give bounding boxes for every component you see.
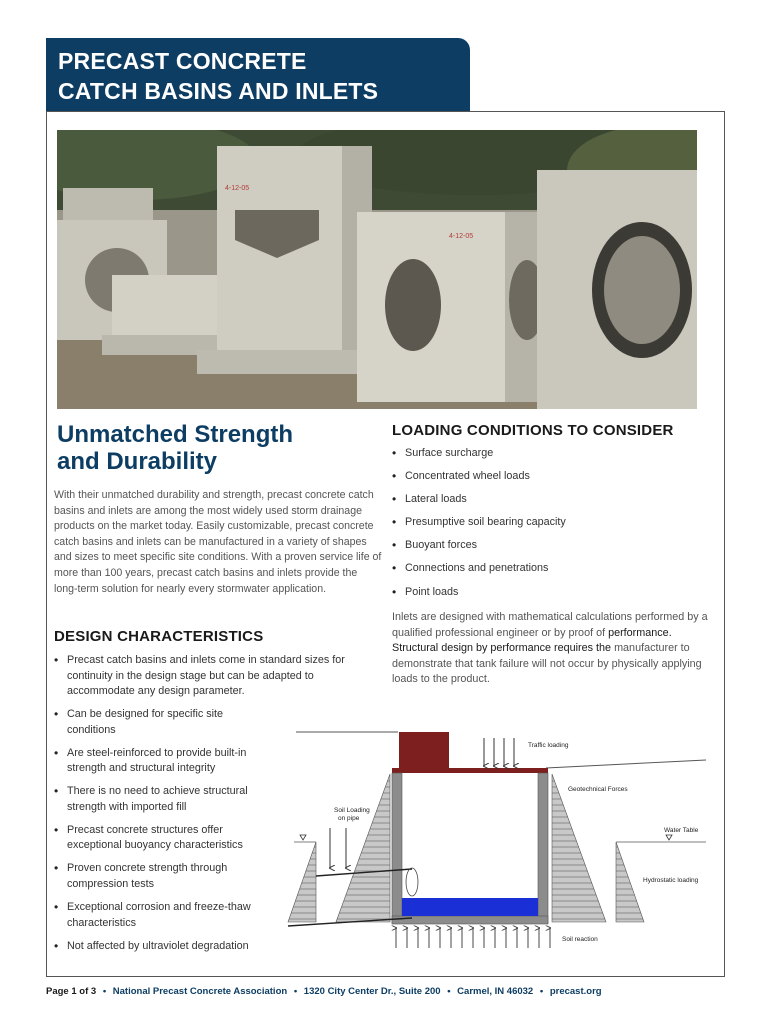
stamp-2: 4-12-05: [449, 233, 474, 240]
title-banner: [46, 38, 470, 111]
loading-item: • Connections and penetrations: [392, 561, 712, 577]
design-item: • Precast catch basins and inlets come in standard sizes for continuity in the design stage but can be adapted to accommodate any design parameter.: [54, 653, 374, 700]
loading-item: • Concentrated wheel loads: [392, 469, 712, 485]
design-heading: DESIGN CHARACTERISTICS: [54, 628, 264, 645]
main-heading-line-1: Unmatched Strength: [57, 421, 294, 448]
label-geo: Geotechnical Forces: [568, 786, 628, 793]
loading-item: • Lateral loads: [392, 492, 712, 508]
inlets-text-c: manufacturer to demonstrate that tank failure will not occur by physically applying loads to the product.: [392, 642, 702, 686]
soil-reaction-arrows: [396, 928, 550, 948]
label-soil-reaction: Soil reaction: [562, 936, 598, 943]
traffic-arrows: [484, 738, 514, 766]
loading-heading: LOADING CONDITIONS TO CONSIDER: [392, 422, 674, 439]
inlets-text-b: performance. Structural design by performance requires the: [392, 626, 672, 655]
footer: Page 1 of 3 • National Precast Concrete Association • 1320 City Center Dr., Suite 200 • Carmel, IN 46032 • precast.org: [46, 986, 602, 997]
design-item: • There is no need to achieve structural strength with imported fill: [54, 784, 277, 815]
title-line-1: PRECAST CONCRETE: [58, 48, 307, 74]
loading-diagram: [286, 724, 716, 956]
main-heading-line-2: and Durability: [57, 448, 218, 475]
precast-structures-image: [57, 130, 697, 409]
inlets-paragraph: [392, 610, 712, 688]
title-line-2: CATCH BASINS AND INLETS: [58, 78, 379, 104]
inlets-text-a: Inlets are designed with mathematical calculations performed by a qualified professional engineer or by proof of: [392, 611, 708, 639]
label-water-table: Water Table: [664, 827, 699, 834]
loading-item: • Point loads: [392, 585, 712, 601]
loading-item: • Buoyant forces: [392, 538, 712, 554]
label-hydro: Hydrostatic loading: [643, 877, 699, 884]
footer-page: Page 1 of 3: [46, 986, 97, 997]
stamp-1: 4-12-05: [225, 185, 250, 192]
footer-site-link[interactable]: precast.org: [549, 986, 602, 997]
loading-item: • Surface surcharge: [392, 446, 712, 462]
hero-photo: [57, 130, 697, 409]
label-traffic: Traffic loading: [528, 742, 569, 749]
water-fill: [402, 898, 538, 916]
design-item: • Not affected by ultraviolet degradation: [54, 939, 374, 955]
footer-address: 1320 City Center Dr., Suite 200: [303, 986, 441, 997]
surcharge-block: [399, 732, 449, 768]
footer-city: Carmel, IN 46032: [457, 986, 534, 997]
design-item: • Precast concrete structures offer exceptional buoyancy characteristics: [54, 823, 277, 854]
footer-org: National Precast Concrete Association: [112, 986, 288, 997]
design-item: • Are steel-reinforced to provide built-in strength and structural integrity: [54, 746, 277, 777]
loading-item: • Presumptive soil bearing capacity: [392, 515, 712, 531]
design-item: • Exceptional corrosion and freeze-thaw characteristics: [54, 900, 292, 931]
label-soil-pipe-2: on pipe: [338, 815, 360, 822]
intro-paragraph: With their unmatched durability and strength, precast concrete catch basins and inlets are among the most widely used storm drainage products on the market today. Easily customizable, precast concrete catch basins and inlets can be manufactured in a variety of shapes and sizes to meet specific site conditions. With a proven service life of more than 100 years, precast catch basins and inlets provide the long-term solution for nearly every stormwater application.: [54, 489, 382, 595]
design-item: • Can be designed for specific site conditions: [54, 707, 252, 738]
main-heading: [57, 421, 377, 475]
design-item: • Proven concrete strength through compression tests: [54, 861, 257, 892]
loading-list: [392, 446, 712, 608]
label-soil-pipe-1: Soil Loading: [334, 807, 370, 814]
